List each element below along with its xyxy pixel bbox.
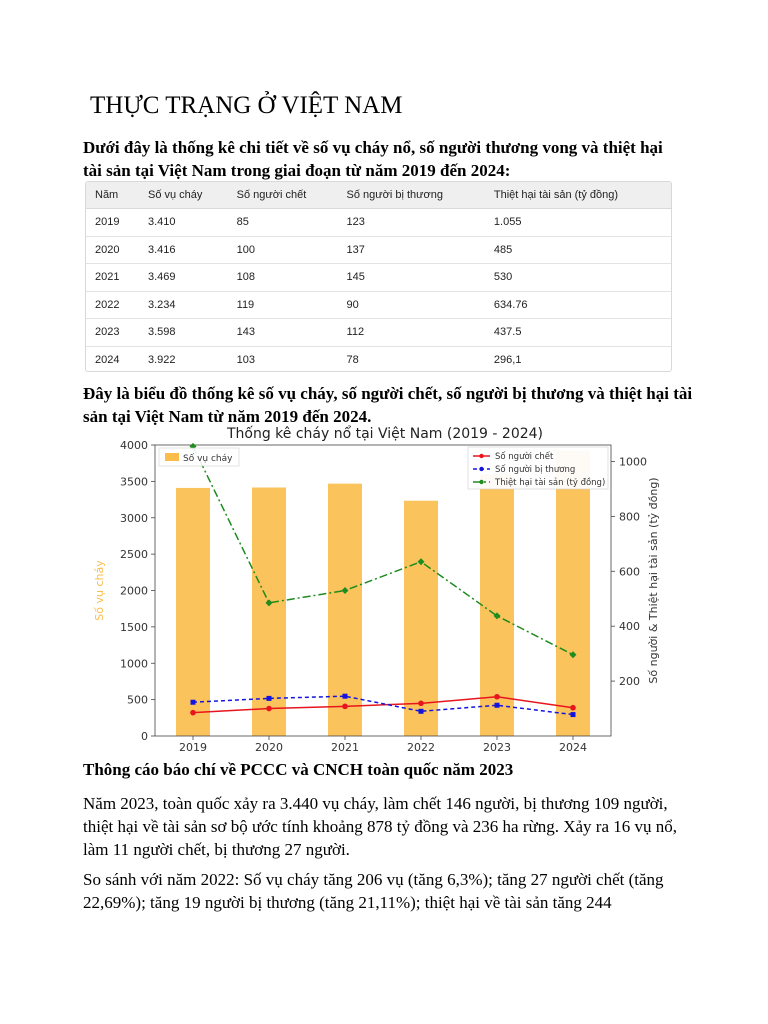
y-tick-label: 3000 <box>120 511 148 525</box>
table-cell: 3.922 <box>148 353 176 366</box>
table-cell: 145 <box>338 264 485 292</box>
table-cell: 2024 <box>95 353 120 366</box>
point-1-2022 <box>419 709 424 714</box>
y-axis-label: Số vụ cháy <box>93 560 106 621</box>
table-cell: 123 <box>338 209 485 237</box>
legend-marker-0 <box>479 454 483 458</box>
chart-title: Thống kê cháy nổ tại Việt Nam (2019 - 2024) <box>226 426 544 442</box>
header-injured: Số người bị thương <box>338 182 485 209</box>
table-cell: 112 <box>338 319 485 347</box>
point-0-2024 <box>570 705 576 711</box>
table-cell: 137 <box>338 236 485 264</box>
paragraph-1: Năm 2023, toàn quốc xảy ra 3.440 vụ cháy, làm chết 146 người, bị thương 109 người, thiệt hại về tài sản sơ bộ ước tính khoảng 878 tỷ đồng và 236 ha rừng. Xảy ra 16 vụ nổ, làm 11 người chết, bị thương 27 người. <box>83 794 677 859</box>
table-cell: 78 <box>346 353 359 366</box>
legend-line-label-2: Thiệt hại tài sản (tỷ đồng) <box>495 478 606 488</box>
x-tick-label: 2024 <box>559 741 587 754</box>
header-deaths: Số người chết <box>228 182 338 209</box>
legend-bar-swatch <box>165 453 179 461</box>
y-tick-label: 1000 <box>120 657 148 671</box>
table-cell: 3.469 <box>139 264 228 292</box>
header-year: Năm <box>86 182 139 209</box>
y-right-tick-label: 1000 <box>619 455 647 469</box>
section-heading: Thông cáo báo chí về PCCC và CNCH toàn quốc năm 2023 <box>83 760 514 779</box>
bar-2019 <box>176 488 210 736</box>
table-cell: 143 <box>228 319 338 347</box>
table-cell: 530 <box>485 264 671 292</box>
table-cell: 485 <box>485 236 671 264</box>
table-cell: 108 <box>228 264 338 292</box>
point-0-2020 <box>266 706 272 712</box>
table-cell: 437.5 <box>485 319 671 347</box>
table-cell: 3.410 <box>139 209 228 237</box>
paragraph-2: So sánh với năm 2022: Số vụ cháy tăng 206 vụ (tăng 6,3%); tăng 27 người chết (tăng 22,69%); tăng 19 người bị thương (tăng 21,11%); thiệt hại về tài sản tăng 244 <box>83 870 664 912</box>
y-right-tick-label: 400 <box>619 620 640 634</box>
x-tick-label: 2019 <box>179 741 207 754</box>
table-cell: 90 <box>338 291 485 319</box>
legend-line-label-0: Số người chết <box>495 452 554 462</box>
table-cell: 3.234 <box>139 291 228 319</box>
y-tick-label: 4000 <box>120 439 148 452</box>
table-row <box>86 319 671 347</box>
legend-marker-1 <box>479 467 483 471</box>
y-right-axis-label: Số người & Thiệt hại tài sản (tỷ đồng) <box>647 477 660 684</box>
point-0-2021 <box>342 704 348 710</box>
y-tick-label: 2500 <box>120 548 148 562</box>
y-tick-label: 500 <box>127 693 148 707</box>
y-right-tick-label: 200 <box>619 675 640 689</box>
y-tick-label: 1500 <box>120 620 148 634</box>
table-row <box>86 264 671 292</box>
point-1-2021 <box>343 694 348 699</box>
header-fires: Số vụ cháy <box>139 182 228 209</box>
x-tick-label: 2021 <box>331 741 359 754</box>
bar-2024 <box>556 451 590 736</box>
point-1-2024 <box>571 712 576 717</box>
y-tick-label: 3500 <box>120 475 148 489</box>
point-0-2022 <box>418 701 424 707</box>
table-cell: 119 <box>228 291 338 319</box>
table-cell: 85 <box>228 209 338 237</box>
page-title: THỰC TRẠNG Ở VIỆT NAM <box>90 92 403 119</box>
table-row <box>86 236 671 264</box>
table-cell: 103 <box>236 353 255 366</box>
table-cell: 100 <box>228 236 338 264</box>
table-header-row <box>86 182 671 209</box>
legend-bar-label: Số vụ cháy <box>183 454 233 464</box>
table-cell: 2019 <box>86 209 139 237</box>
point-0-2023 <box>494 694 500 700</box>
x-tick-label: 2022 <box>407 741 435 754</box>
chart-intro-paragraph: Đây là biểu đồ thống kê số vụ cháy, số người chết, số người bị thương và thiệt hại tài sản tại Việt Nam từ năm 2019 đến 2024. <box>83 384 693 426</box>
table-cell: 296,1 <box>493 353 522 366</box>
table-cell: 3.416 <box>139 236 228 264</box>
fire-statistics-chart <box>85 420 685 755</box>
legend-line-label-1: Số người bị thương <box>495 465 576 475</box>
point-1-2020 <box>267 696 272 701</box>
table-row <box>86 346 671 372</box>
x-tick-label: 2023 <box>483 741 511 754</box>
table-cell: 634.76 <box>485 291 671 319</box>
table-cell: 2021 <box>86 264 139 292</box>
y-right-tick-label: 600 <box>619 565 640 579</box>
point-1-2023 <box>495 703 500 708</box>
header-damage: Thiệt hại tài sản (tỷ đồng) <box>485 182 671 209</box>
y-right-tick-label: 800 <box>619 510 640 524</box>
table-cell: 1.055 <box>485 209 671 237</box>
table-cell: 2022 <box>86 291 139 319</box>
table-row <box>86 209 671 237</box>
legend-marker-2 <box>479 480 483 484</box>
table-row <box>86 291 671 319</box>
intro-paragraph: Dưới đây là thống kê chi tiết về số vụ cháy nổ, số người thương vong và thiệt hại tài sản tại Việt Nam trong giai đoạn từ năm 2019 đến 2024: <box>83 138 663 180</box>
y-tick-label: 2000 <box>120 584 148 598</box>
point-1-2019 <box>191 700 196 705</box>
x-tick-label: 2020 <box>255 741 283 754</box>
statistics-table <box>85 181 672 372</box>
point-0-2019 <box>190 710 196 716</box>
y-tick-label: 0 <box>141 730 148 743</box>
table-cell: 2020 <box>86 236 139 264</box>
table-cell: 3.598 <box>139 319 228 347</box>
table-cell: 2023 <box>86 319 139 347</box>
